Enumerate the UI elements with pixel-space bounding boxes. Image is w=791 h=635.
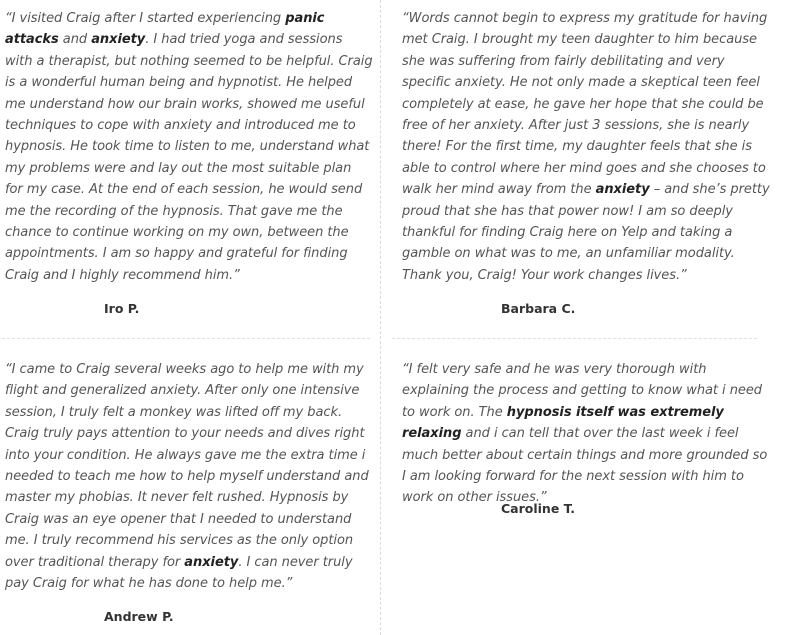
testimonial-card — [402, 359, 772, 509]
row-divider-left — [2, 338, 370, 339]
testimonial-author: Barbara C. — [501, 301, 576, 316]
highlighted-keyword: anxiety — [91, 32, 146, 48]
testimonial-author: Andrew P. — [104, 609, 174, 624]
row-divider-right — [392, 338, 757, 339]
highlighted-keyword: hypnosis itself was extremely relaxing — [402, 404, 724, 442]
highlighted-keyword: anxiety — [184, 554, 239, 570]
highlighted-keyword: panic attacks — [5, 11, 325, 48]
quote-text: . I can never truly pay Craig for what he has done to help me.” — [5, 554, 353, 592]
testimonial-card — [5, 8, 373, 286]
column-divider — [380, 0, 381, 635]
quote-text: and i can tell that over the last week i feel much better about certain things and more grounded so I am looking forward for the next session with him to work on other issues.” — [402, 426, 768, 506]
testimonial-card — [5, 359, 373, 594]
testimonial-quote — [5, 359, 373, 594]
testimonial-quote — [5, 8, 373, 286]
testimonial-quote — [402, 8, 772, 286]
testimonial-author: Caroline T. — [501, 501, 576, 516]
testimonial-author: Iro P. — [104, 301, 140, 316]
quote-text: “I felt very safe and he was very thorough with explaining the process and getting to know what i need to work on. The — [402, 362, 762, 420]
quote-text: . I had tried yoga and sessions with a therapist, but nothing seemed to be helpful. Craig is a wonderful human being and hypnotist. He helped me understand how our brain works, showed me useful techniques to cope with anxiety and introduced me to hypnosis. He took time to listen to me, understand what my problems were and lay out the most suitable plan for my case. At the end of each session, he would send me the recording of the hypnosis. That gave me the chance to continue working on my own, between the appointments. I am so happy and grateful for finding Craig and I highly recommend him.” — [5, 32, 373, 283]
quote-text: “Words cannot begin to express my gratitude for having met Craig. I brought my teen daughter to him because she was suffering from fairly debilitating and very specific anxiety. He not only made a skeptical teen feel completely at ease, he gave her hope that she could be free of her anxiety. After just 3 sessions, she is nearly there! For the first time, my daughter feels that she is able to control where her mind goes and she chooses to walk her mind away from the — [402, 11, 768, 198]
quote-text: – and she’s pretty proud that she has that power now! I am so deeply thankful for finding Craig here on Yelp and taking a gamble on what was to me, an unfamiliar modality. Thank you, Craig! Your work changes lives.” — [402, 182, 770, 283]
testimonial-card — [402, 8, 772, 286]
quote-text: “I came to Craig several weeks ago to help me with my flight and generalized anxiety. After only one intensive session, I truly felt a monkey was lifted off my back. Craig truly pays attention to your needs and dives right into your condition. He always gave me the extra time i needed to teach me how to help myself understand and master my phobias. It never felt rushed. Hypnosis by Craig was an eye opener that I needed to understand me. I truly recommend his services as the only option over traditional therapy for — [5, 362, 369, 570]
testimonial-quote — [402, 359, 772, 509]
quote-text: and — [58, 32, 92, 48]
quote-text: “I visited Craig after I started experiencing — [5, 11, 286, 26]
highlighted-keyword: anxiety — [595, 182, 650, 198]
